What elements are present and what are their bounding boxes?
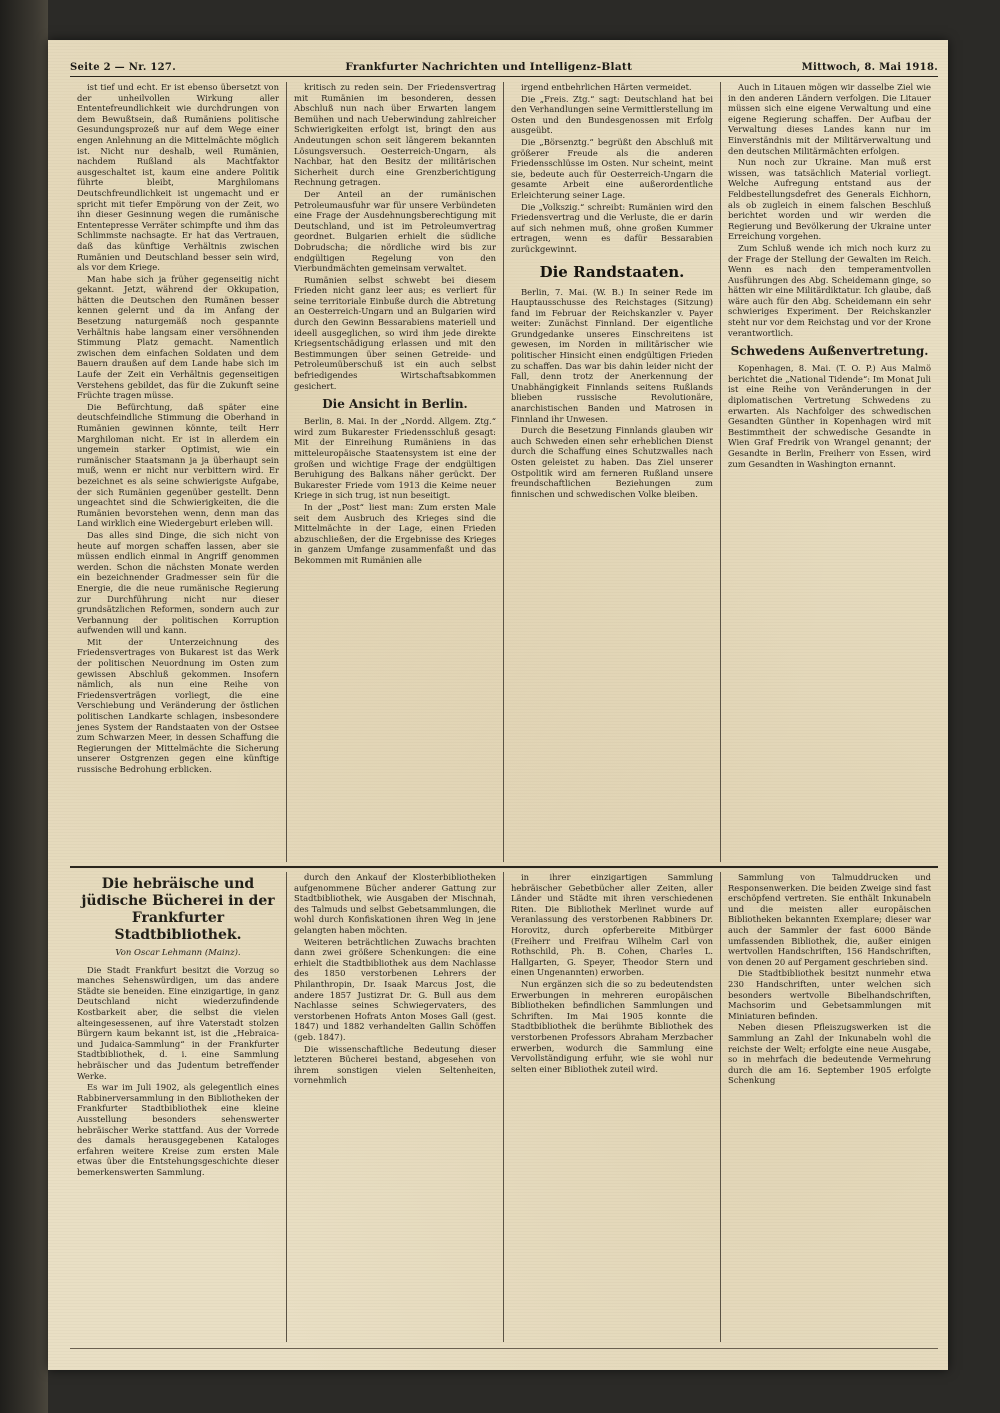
article-heading-berlin: Die Ansicht in Berlin.	[322, 397, 468, 412]
column-4	[721, 82, 938, 862]
paragraph: Weiteren beträchtlichen Zuwachs brachten dann zwei größere Schenkungen: die eine erhielt die Stadtbibliothek aus dem Nachlasse des 1850 verstorbenen Lehrers der Philanthropin, Dr. Isaak Marcus Jost, die andere 1857 Justizrat Dr. G. Bull aus dem Nachlasse seines Schwiegervaters, des verstorbenen Hofrats Anton Moses Gall (gest. 1847) und 1882 verhandelten Gallin Schöffen (geb. 1847).	[294, 936, 496, 1042]
page-bottom-rule	[70, 1348, 938, 1349]
paragraph: Die Stadtbibliothek besitzt nunmehr etwa 230 Handschriften, unter welchen sich besonders wertvolle Bibelhandschriften, Machsorim und Gebetsammlungen mit Miniaturen befinden.	[728, 968, 931, 1021]
page-number: Seite 2 — Nr. 127.	[70, 61, 176, 73]
paragraph: Die Befürchtung, daß später eine deutschfeindliche Stimmung die Oberhand in Rumänien gewinnen könnte, teilt Herr Marghiloman nicht. Er ist in allerdem ein ungemein starker Optimist, wie ein rumänischer Staatsmann ja ja überhaupt sein muß, wenn er nicht nur verbittern wird. Er bezeichnet es als seine schwierigste Aufgabe, der sich Rumänien gegenüber gestellt. Denn ungeachtet sind die Schwierigkeiten, die die Rumänien bevorstehen wenn, denn man das Land wirklich eine Wiedergeburt erleben will.	[77, 401, 279, 529]
paragraph: Kopenhagen, 8. Mai. (T. O. P.) Aus Malmö berichtet die „National Tidende“: Im Monat Juli ist eine Reihe von Veränderungen in der diplomatischen Vertretung Schwedens zu erwarten. Als Nachfolger des schwedischen Gesandten Günther in Kopenhagen wird mit Bestimmtheit der schwedische Gesandte in Wien Graf Fredrik von Wrangel genannt; der Gesandte in Berlin, Freiherr von Essen, wird zum Gesandten in Washington ernannt.	[728, 363, 931, 469]
paragraph: Nun ergänzen sich die so zu bedeutendsten Erwerbungen in mehreren europäischen Bibliotheken befindlichen Sammlungen und Schriften. Im Mai 1905 konnte die Stadtbibliothek die berühmte Bibliothek des verstorbenen Professors Abraham Merzbacher erwerben, wodurch die Sammlung eine Vervollständigung erfuhr, wie sie wohl nur selten einer Bibliothek zuteil wird.	[511, 978, 713, 1074]
paragraph: Nun noch zur Ukraine. Man muß erst wissen, was tatsächlich Material vorliegt. Welche Aufregung entstand aus der Feldbestellungsdefret des Generals Eichhorn, als ob zugleich in einem falschen Beschluß berichtet worden und wir werden die Regierung und Bevölkerung der Ukraine unter Erreichung vorgehen.	[728, 157, 931, 242]
article-heading-schweden: Schwedens Außenvertretung.	[730, 344, 929, 359]
issue-date: Mittwoch, 8. Mai 1918.	[801, 61, 938, 73]
paragraph: in ihrer einzigartigen Sammlung hebräischer Gebetbücher aller Zeiten, aller Länder und Städte mit ihren verschiedenen Riten. Die Bibliothek Merlinet wurde auf Veranlassung des verstorbenen Rabbiners Dr. Horovitz, durch opferbereite Mitbürger (Freiherr und Freifrau Wilhelm Carl von Rothschild, Ph. B. Cohen, Charles L. Hallgarten, G. Speyer, Theodor Stern und einen Ungenannten) erworben.	[511, 872, 713, 978]
paragraph: Neben diesen Pfleiszugswerken ist die Sammlung an Zahl der Inkunabeln wohl die reichste der Welt; erfolgte eine neue Ausgabe, so in mehrfach die bedeutende Vermehrung durch die am 16. September 1905 erfolgte Schenkung	[728, 1022, 931, 1086]
feuilleton-column-2	[287, 872, 504, 1342]
paragraph: Auch in Litauen mögen wir dasselbe Ziel wie in den anderen Ländern verfolgen. Die Litauer müssen sich eine eigene Verwaltung und eine eigene Regierung schaffen. Der Aufbau der Verwaltung dieses Landes kann nur im Einverständnis mit der Militärverwaltung und den deutschen Militärmächten erfolgen.	[728, 82, 931, 156]
paragraph: Der Anteil an der rumänischen Petroleumausfuhr war für unsere Verbündeten eine Frage der Ausdehnungsberechtigung mit Deutschland, und ist im Petroleumvertrag geordnet. Bulgarien erhielt die südliche Dobrudscha; die nördliche wird bis zur endgültigen Regelung von den Vierbundmächten gemeinsam verwaltet.	[294, 188, 496, 274]
paragraph: irgend entbehrlichen Härten vermeidet.	[521, 82, 692, 92]
paragraph: Berlin, 8. Mai. In der „Nordd. Allgem. Ztg.“ wird zum Bukarester Friedensschluß gesagt: Mit der Einreihung Rumäniens in das mitteleuropäische Staatensystem ist eine der großen und wichtige Frage der endgültigen Beruhigung des Balkans näher gerückt. Der Bukarester Friede vom 1913 die Keime neuer Kriege in sich trug, ist nun beseitigt.	[294, 416, 496, 501]
paragraph: In der „Post“ liest man: Zum ersten Male seit dem Ausbruch des Krieges sind die Mittelmächte in der Lage, einen Frieden abzuschließen, der die Ergebnisse des Krieges in ganzem Umfange zusammenfaßt und das Bekommen mit Rumänien alle	[294, 501, 496, 565]
feuilleton-column-4	[721, 872, 938, 1342]
paragraph: Mit der Unterzeichnung des Friedensvertrages von Bukarest ist das Werk der politischen Neuordnung im Osten zum gewissen Abschluß gekommen. Insofern nämlich, als nun eine Reihe von Friedensverträgen vorliegt, die eine Verschiebung und Veränderung der östlichen politischen Landkarte schlagen, insbesondere jenes System der Randstaaten von der Ostsee zum Schwarzen Meer, in dessen Schaffung die Regierungen der Mittelmächte die Sicherung unserer Ostgrenzen gegen eine künftige russische Bedrohung erblicken.	[77, 636, 279, 774]
feuilleton-columns	[70, 872, 938, 1342]
byline: Von Oscar Lehmann (Mainz).	[115, 948, 241, 958]
paragraph: Das alles sind Dinge, die sich nicht von heute auf morgen schaffen lassen, aber sie müssen endlich einmal in Angriff genommen werden. Schon die nächsten Monate werden ein bezeichnender Gradmesser sein für die Energie, die die neue rumänische Regierung zur Durchführung nicht nur dieser grundsätzlichen Reformen, sondern auch zur Verbannung der politischen Korruption aufwenden will und kann.	[77, 529, 279, 636]
paragraph: Die „Volkszig.“ schreibt: Rumänien wird den Friedensvertrag und die Verluste, die er darin auf sich nehmen muß, ohne großen Kummer ertragen, wenn es dafür Bessarabien zurückgewinnt.	[511, 201, 713, 254]
paragraph: Durch die Besetzung Finnlands glauben wir auch Schweden einen sehr erheblichen Dienst durch die Schaffung eines Schutzwalles nach Osten geleistet zu haben. Das Ziel unserer Ostpolitik wird am ferneren Rußland unsere freundschaftlichen Beziehungen zum finnischen und schwedischen Volke bleiben.	[511, 425, 713, 499]
paragraph: ist tief und echt. Er ist ebenso übersetzt von der unheilvollen Wirkung aller Ententefreundlichkeit wie durchdrungen von dem Bewußtsein, daß Rumäniens politische Gesundungsprozeß nur auf dem Wege einer engen Anlehnung an die Mittelmächte möglich ist. Nicht nur deshalb, weil Rumänien, nachdem Rußland als Machtfaktor ausgeschaltet ist, kaum eine andere Politik führte bleibt, Marghilomans Deutschfreundlichkeit ist ungemacht und er spricht mit tiefer Empörung von der Zeit, wo ihn dieser Gesinnung wegen die rumänische Ententepresse Verräter schimpfte und ihm das Schlimmste nachsagte. Er hat das Vertrauen, daß das künftige Verhältnis zwischen Rumänien und Deutschland besser sein wird, als vor dem Kriege.	[77, 82, 279, 273]
paragraph: Die Stadt Frankfurt besitzt die Vorzug so manches Sehenswürdigen, um das andere Städte sie beneiden. Eine einzigartige, in ganz Deutschland nicht wiederzufindende Kostbarkeit aber, die selbst die vielen alteingesessenen, auf ihre Vaterstadt stolzen Bürgern kaum bekannt ist, ist die „Hebraica- und Judaica-Sammlung“ in der Frankfurter Stadtbibliothek, d. i. eine Sammlung hebräischer und das Judentum betreffender Werke.	[77, 964, 279, 1081]
feuilleton-column-3	[504, 872, 721, 1342]
section-divider	[70, 866, 938, 868]
paragraph: Berlin, 7. Mai. (W. B.) In seiner Rede im Hauptausschusse des Reichstages (Sitzung) fand im Februar der Reichskanzler v. Payer weiter: Zunächst Finnland. Der eigentliche Grundgedanke unseres Einschreitens ist gewesen, im Norden in militärischer wie politischer Hinsicht einen endgültigen Frieden zu schaffen. Das war bis dahin leider nicht der Fall, denn trotz der Anerkennung der Unabhängigkeit Finnlands seitens Rußlands blieben russische Revolutionäre, anarchistischen Banden und Matrosen in Finnland ihr Unwesen.	[511, 286, 713, 424]
feuilleton-title: Die hebräische und jüdische Bücherei in der Frankfurter Stadtbibliothek.	[81, 876, 275, 943]
newspaper-masthead: Frankfurter Nachrichten und Intelligenz-Blatt	[345, 61, 633, 73]
column-3	[504, 82, 721, 862]
article-heading-randstaaten: Die Randstaaten.	[539, 262, 685, 281]
column-1	[70, 82, 287, 862]
paragraph: Die „Freis. Ztg.“ sagt: Deutschland hat bei den Verhandlungen seine Vermittlerstellung im Osten und den Bundesgenossen mit Erfolg ausgeübt.	[511, 93, 713, 136]
header-rule	[70, 76, 938, 77]
paragraph: Zum Schluß wende ich mich noch kurz zu der Frage der Stellung der Gewalten im Reich. Wenn es nach den temperamentvollen Ausführungen des Abg. Scheidemann ginge, so hätten wir eine Militärdiktatur. Ich glaube, daß wäre auch für den Abg. Scheidemann ein sehr schwieriges Experiment. Der Reichskanzler steht nur vor dem Reichstag und vor der Krone verantwortlich.	[728, 242, 931, 338]
page-header	[70, 58, 938, 76]
paragraph: durch den Ankauf der Klosterbibliotheken aufgenommene Bücher anderer Gattung zur Stadtbibliothek, wie Ausgaben der Mischnah, des Talmuds und selbst Gebetsammlungen, die wohl durch Konfiskationen ihren Weg in jene gelangten haben möchten.	[294, 872, 496, 935]
paragraph: Es war im Juli 1902, als gelegentlich eines Rabbinerversammlung in den Bibliotheken der Frankfurter Stadtbibliothek eine kleine Ausstellung besonders sehenswerter hebräischer Werke stattfand. Aus der Vorrede des damals herausgegebenen Kataloges erfahren weitere Kreise zum ersten Male etwas über die Entstehungsgeschichte dieser bemerkenswerten Sammlung.	[77, 1082, 279, 1177]
paragraph: Sammlung von Talmuddrucken und Responsenwerken. Die beiden Zweige sind fast erschöpfend vertreten. Sie enthält Inkunabeln und die meisten aller europäischen Bibliotheken bekannten Exemplare; dieser war auch der Sammler der fast 6000 Bände umfassenden Bibliothek, die, außer einigen wertvollen Handschriften, 156 Handschriften, von denen 20 auf Pergament geschrieben sind.	[728, 872, 931, 967]
paragraph: Man habe sich ja früher gegenseitig nicht gekannt. Jetzt, während der Okkupation, hätten die Deutschen den Rumänen besser kennen gelernt und da im Anfang der Besetzung naturgemäß noch gespannte Verhältnis habe langsam einer versöhnenden Stimmung Platz gemacht. Namentlich zwischen dem einfachen Soldaten und dem Bauern draußen auf dem Lande habe sich im Laufe der Zeit ein Verhältnis gegenseitigen Verstehens gebildet, das für die Zukunft seine Früchte tragen müsse.	[77, 273, 279, 401]
upper-columns	[70, 82, 938, 862]
paragraph: kritisch zu reden sein. Der Friedensvertrag mit Rumänien im besonderen, dessen Abschluß nun nach über Erwarten langem Bemühen und nach Ueberwindung zahlreicher Schwierigkeiten erfolgt ist, bringt den aus Andeutungen schon seit längerem bekannten Lösungsversuch. Oesterreich-Ungarn, als Nachbar, hat den Besitz der militärischen Sicherheit durch eine Grenzberichtigung Rechnung getragen.	[294, 82, 496, 188]
paragraph: Die wissenschaftliche Bedeutung dieser letzteren Bücherei bestand, abgesehen von ihrem sonstigen vielen Seltenheiten, vornehmlich	[294, 1043, 496, 1086]
paragraph: Rumänien selbst schwebt bei diesem Frieden nicht ganz leer aus; es verliert für seine territoriale Einbuße durch die Abtretung an Oesterreich-Ungarn und an Bulgarien wird durch den Gewinn Bessarabiens materiell und ideell ausgeglichen, so wird ihm jede direkte Kriegsentschädigung erlassen und mit den Bestimmungen über seinen Getreide- und Petroleumüberschuß ist ein auch selbst befriedigendes Wirtschaftsabkommen gesichert.	[294, 274, 496, 391]
paragraph: Die „Börsenztg.“ begrüßt den Abschluß mit größerer Freude als die anderen Friedensschlüsse im Osten. Nur scheint, meint sie, bedeute auch für Oesterreich-Ungarn die gesamte Arbeit eine außerordentliche Erleichterung seiner Lage.	[511, 136, 713, 200]
column-2	[287, 82, 504, 862]
page-binding-edge	[0, 0, 48, 1413]
feuilleton-column-1	[70, 872, 287, 1342]
